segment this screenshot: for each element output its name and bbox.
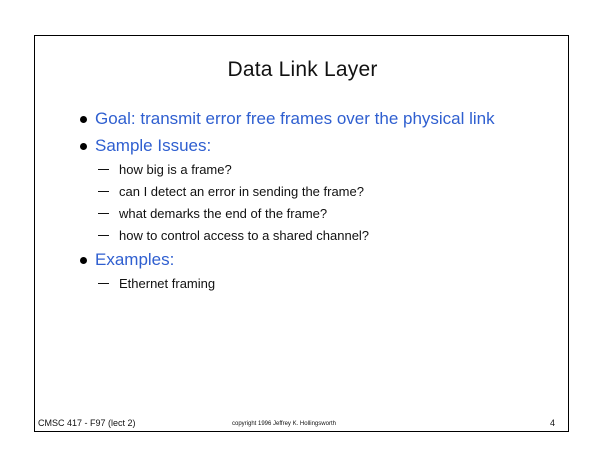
sub-item bbox=[98, 276, 215, 291]
dash-icon bbox=[98, 283, 109, 284]
sub-item bbox=[98, 228, 369, 243]
bullet-examples bbox=[80, 250, 174, 270]
dash-icon bbox=[98, 191, 109, 192]
slide-title: Data Link Layer bbox=[227, 58, 378, 81]
footer-page-number: 4 bbox=[550, 418, 556, 428]
sub-item bbox=[98, 206, 327, 221]
sub-item bbox=[98, 162, 232, 177]
bullet-text: Goal: transmit error free frames over the physical link bbox=[95, 109, 495, 128]
sub-item-text: can I detect an error in sending the frame? bbox=[119, 184, 364, 199]
bullet-dot-icon bbox=[80, 143, 87, 150]
sub-item-text: what demarks the end of the frame? bbox=[119, 206, 328, 221]
sub-item bbox=[98, 184, 364, 199]
sub-item-text: how to control access to a shared channel? bbox=[119, 228, 370, 243]
dash-icon bbox=[98, 213, 109, 214]
bullet-text: Examples: bbox=[95, 250, 175, 269]
bullet-dot-icon bbox=[80, 257, 87, 264]
bullet-goal bbox=[80, 109, 495, 129]
bullet-sample-issues bbox=[80, 136, 211, 156]
sub-item-text: Ethernet framing bbox=[119, 276, 216, 291]
bullet-dot-icon bbox=[80, 116, 87, 123]
footer-course: CMSC 417 - F97 (lect 2) bbox=[38, 418, 136, 428]
footer-copyright: copyright 1996 Jeffrey K. Hollingsworth bbox=[232, 421, 336, 427]
dash-icon bbox=[98, 235, 109, 236]
dash-icon bbox=[98, 169, 109, 170]
sub-item-text: how big is a frame? bbox=[119, 162, 232, 177]
bullet-text: Sample Issues: bbox=[95, 136, 212, 155]
